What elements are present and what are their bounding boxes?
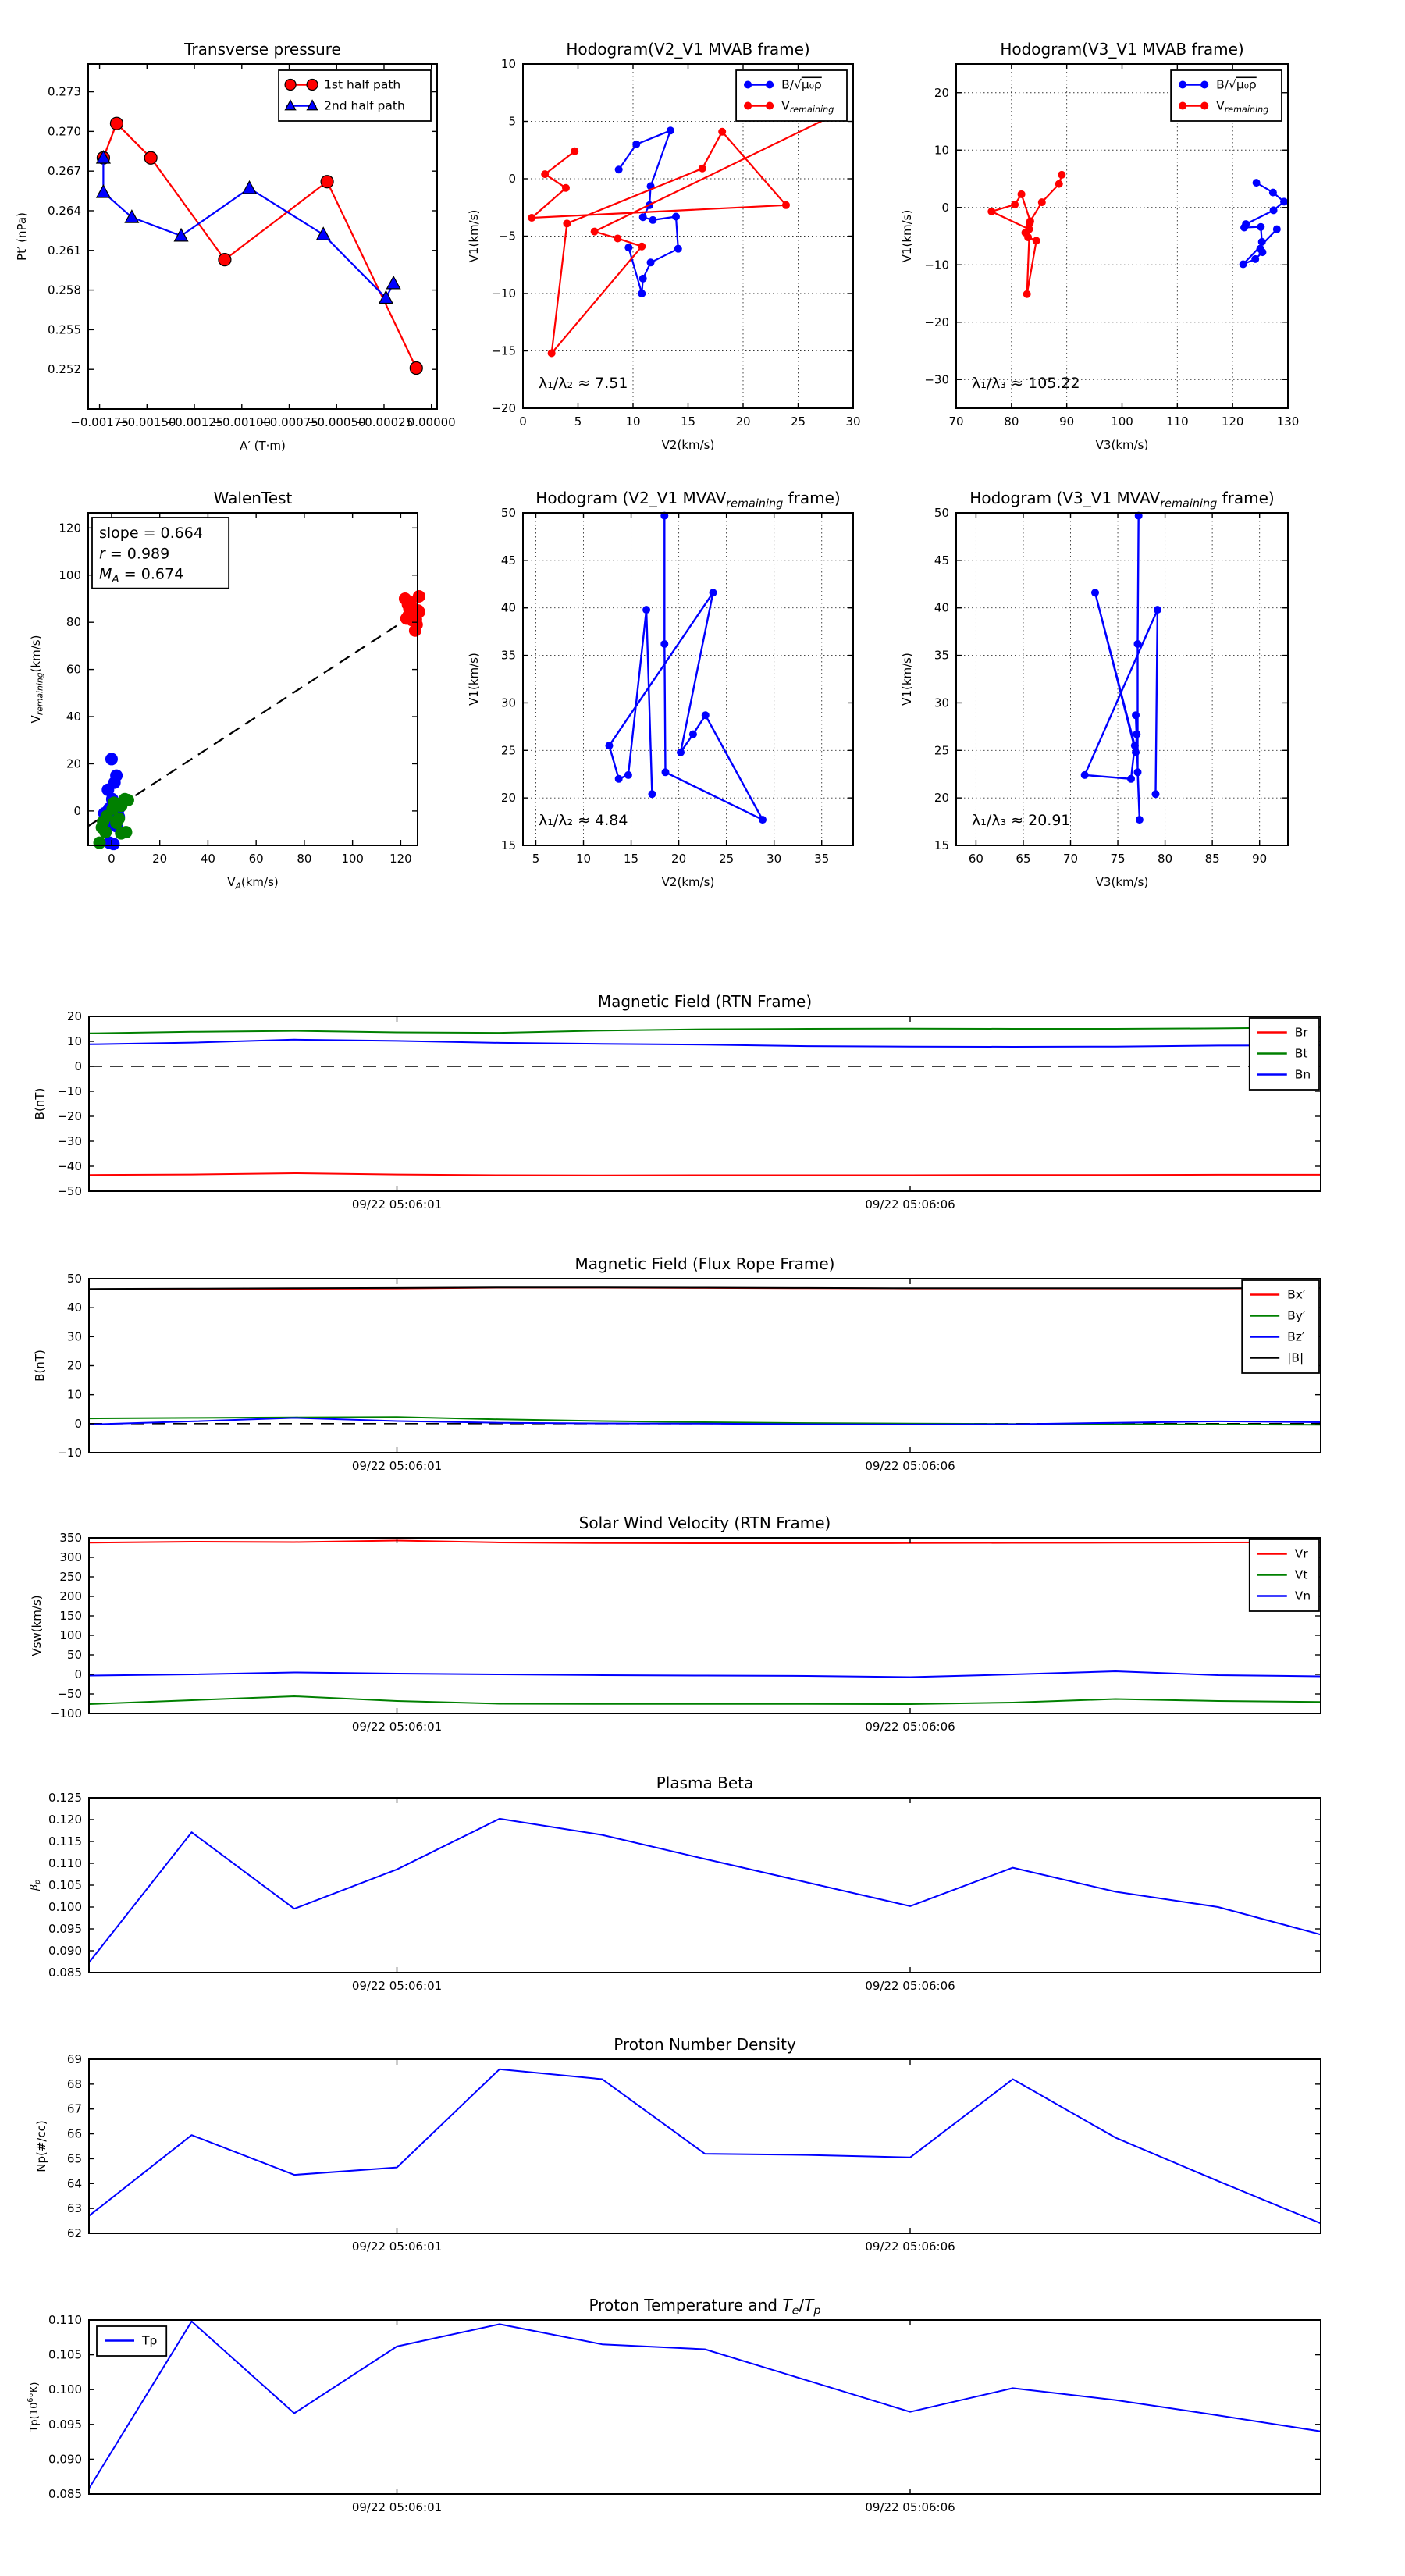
mag-rtn-y-label: B(nT)	[33, 1087, 47, 1120]
solar-wind-velocity-y-tick-label: 100	[59, 1628, 82, 1642]
hodogram-v2v1-mvab-title: Hodogram(V2_V1 MVAB frame)	[566, 40, 810, 59]
hodogram-v3v1-mvab-y-tick-label: −30	[924, 372, 949, 387]
hodogram-v2v1-mvab-y-tick-label: 5	[508, 114, 516, 129]
mag-rtn-legend-label: Br	[1294, 1025, 1308, 1040]
walen-test-y-tick-label: 80	[66, 615, 81, 630]
chart-transverse-pressure	[15, 40, 456, 453]
hodogram-v2v1-mvav-x-tick-label: 10	[575, 852, 592, 866]
hodogram-v3v1-mvab-y-tick-label: 0	[941, 200, 949, 215]
hodogram-v2v1-mvab-y-tick-label: −15	[491, 343, 516, 358]
walen-test-cluster-red	[399, 590, 425, 637]
svg-text:r = 0.989: r = 0.989	[99, 545, 170, 563]
solar-wind-velocity-y-tick-label: 300	[59, 1550, 82, 1564]
plasma-beta-y-tick-label: 0.090	[48, 1944, 82, 1958]
mag-rtn-legend-label: Bt	[1294, 1046, 1308, 1061]
chart-hodogram-v3v1-mvab	[900, 40, 1299, 452]
mag-flux-rope-y-tick-label: −10	[57, 1446, 82, 1460]
hodogram-v2v1-mvav-y-tick-label: 40	[500, 600, 516, 615]
solar-wind-velocity-y-tick-label: −100	[49, 1706, 82, 1720]
mag-flux-rope-y-tick-label: 30	[66, 1329, 82, 1344]
proton-number-density-y-tick-label: 69	[66, 2052, 82, 2066]
hodogram-v2v1-mvav-y-tick-label: 20	[500, 791, 516, 806]
transverse-pressure-x-label: A′ (T·m)	[240, 439, 286, 453]
plasma-beta-y-tick-label: 0.105	[48, 1878, 82, 1892]
transverse-pressure-x-tick-label: −0.00025	[354, 415, 414, 429]
hodogram-v3v1-mvab-x-tick-label: 90	[1059, 415, 1075, 429]
mag-flux-rope-y-tick-label: 50	[66, 1272, 82, 1286]
hodogram-v2v1-mvab-x-tick-label: 20	[735, 415, 751, 429]
hodogram-v3v1-mvav-y-tick-label: 45	[934, 553, 949, 568]
svg-text:slope = 0.664: slope = 0.664	[99, 525, 203, 543]
hodogram-v2v1-mvav-series-v	[605, 512, 767, 824]
mag-rtn-series-bt	[89, 1027, 1321, 1034]
mag-rtn-legend-label: Bn	[1294, 1067, 1311, 1082]
hodogram-v2v1-mvab-x-tick-label: 5	[574, 415, 582, 429]
solar-wind-velocity-legend-label: Vr	[1294, 1546, 1308, 1561]
hodogram-v3v1-mvav-y-tick-label: 50	[934, 506, 949, 520]
proton-number-density-series-np	[89, 2069, 1321, 2224]
svg-text:λ₁/λ₂ ≈ 7.51: λ₁/λ₂ ≈ 7.51	[539, 375, 628, 392]
hodogram-v3v1-mvav-annotation	[972, 812, 1071, 829]
hodogram-v2v1-mvab-x-tick-label: 30	[845, 415, 861, 429]
svg-text:λ₁/λ₃ ≈ 20.91: λ₁/λ₃ ≈ 20.91	[972, 812, 1071, 829]
walen-test-y-tick-label: 100	[59, 568, 81, 582]
hodogram-v3v1-mvav-x-tick-label: 60	[968, 852, 984, 866]
proton-temperature-x-tick-label: 09/22 05:06:01	[351, 2500, 443, 2514]
chart-mag-flux-rope	[33, 1254, 1321, 1473]
hodogram-v3v1-mvav-y-tick-label: 15	[934, 838, 949, 852]
hodogram-v3v1-mvab-x-tick-label: 80	[1004, 415, 1019, 429]
solar-wind-velocity-y-tick-label: 150	[59, 1609, 82, 1623]
hodogram-v2v1-mvav-annotation	[539, 812, 628, 829]
mag-flux-rope-y-tick-label: 10	[66, 1387, 82, 1402]
hodogram-v3v1-mvav-y-tick-label: 30	[934, 696, 949, 710]
hodogram-v2v1-mvab-legend-label: $V_{remaining}$	[781, 98, 834, 115]
walen-test-x-tick-label: 120	[389, 852, 412, 866]
mag-flux-rope-legend-label: Bx′	[1287, 1287, 1306, 1302]
transverse-pressure-y-tick-label: 0.255	[48, 322, 81, 337]
proton-number-density-x-tick-label: 09/22 05:06:01	[351, 2240, 443, 2254]
solar-wind-velocity-title: Solar Wind Velocity (RTN Frame)	[578, 1514, 831, 1532]
hodogram-v2v1-mvab-x-label: V2(km/s)	[661, 438, 715, 452]
hodogram-v3v1-mvab-x-tick-label: 100	[1111, 415, 1133, 429]
svg-text:λ₁/λ₃ ≈ 105.22: λ₁/λ₃ ≈ 105.22	[972, 375, 1080, 392]
hodogram-v2v1-mvav-x-tick-label: 25	[719, 852, 735, 866]
hodogram-v2v1-mvab-x-tick-label: 15	[680, 415, 696, 429]
chart-proton-number-density	[34, 2035, 1321, 2254]
solar-wind-velocity-y-tick-label: 200	[59, 1589, 82, 1603]
hodogram-v2v1-mvav-y-tick-label: 45	[500, 553, 516, 568]
mag-rtn-y-tick-label: −30	[57, 1134, 82, 1148]
transverse-pressure-x-tick-label: 0.00000	[407, 415, 456, 429]
hodogram-v3v1-mvav-y-label: V1(km/s)	[900, 653, 914, 706]
solar-wind-velocity-y-tick-label: −50	[57, 1687, 82, 1701]
proton-number-density-y-label: Np(#/cc)	[34, 2120, 48, 2172]
hodogram-v2v1-mvav-x-tick-label: 20	[671, 852, 687, 866]
solar-wind-velocity-series-vt	[89, 1696, 1321, 1704]
transverse-pressure-x-tick-label: −0.00100	[212, 415, 272, 429]
walen-test-x-tick-label: 60	[248, 852, 264, 866]
hodogram-v2v1-mvav-y-tick-label: 25	[500, 743, 516, 758]
hodogram-v3v1-mvav-x-tick-label: 75	[1110, 852, 1126, 866]
hodogram-v3v1-mvab-y-tick-label: 10	[934, 143, 949, 158]
plasma-beta-y-tick-label: 0.110	[48, 1856, 82, 1870]
transverse-pressure-legend-label: 2nd half path	[324, 98, 405, 113]
mag-rtn-y-tick-label: −10	[57, 1084, 82, 1098]
proton-temperature-y-tick-label: 0.100	[48, 2382, 82, 2397]
mag-flux-rope-x-tick-label: 09/22 05:06:06	[865, 1459, 955, 1473]
svg-text:λ₁/λ₂ ≈ 4.84: λ₁/λ₂ ≈ 4.84	[539, 812, 628, 829]
solar-wind-velocity-legend	[1250, 1539, 1319, 1611]
transverse-pressure-x-tick-label: −0.00125	[165, 415, 224, 429]
mag-flux-rope-legend-label: |B|	[1287, 1350, 1304, 1365]
mag-rtn-y-tick-label: −50	[57, 1184, 82, 1198]
proton-temperature-legend	[97, 2326, 166, 2356]
plasma-beta-y-label: $\beta_p$	[29, 1879, 42, 1891]
hodogram-v2v1-mvav-x-label: V2(km/s)	[661, 875, 715, 889]
hodogram-v2v1-mvav-title: Hodogram (V2_V1 $MVAV_{remaining}$ frame)	[535, 489, 841, 511]
transverse-pressure-x-tick-label: −0.00175	[70, 415, 129, 429]
proton-number-density-y-tick-label: 67	[66, 2101, 82, 2116]
hodogram-v3v1-mvab-series-v-remaining	[987, 171, 1065, 298]
hodogram-v2v1-mvab-y-label: V1(km/s)	[467, 209, 481, 263]
hodogram-v3v1-mvav-x-tick-label: 85	[1204, 852, 1220, 866]
hodogram-v3v1-mvav-y-tick-label: 40	[934, 600, 949, 615]
mag-rtn-title: Magnetic Field (RTN Frame)	[597, 992, 813, 1011]
transverse-pressure-y-tick-label: 0.270	[48, 124, 81, 139]
transverse-pressure-y-tick-label: 0.252	[48, 362, 81, 377]
hodogram-v2v1-mvab-y-tick-label: −5	[498, 229, 516, 244]
walen-test-y-tick-label: 40	[66, 710, 81, 724]
mag-flux-rope-series-bz-	[89, 1418, 1321, 1425]
hodogram-v2v1-mvab-x-tick-label: 25	[790, 415, 806, 429]
walen-test-x-tick-label: 0	[108, 852, 116, 866]
chart-hodogram-v2v1-mvav	[467, 489, 853, 889]
solar-wind-velocity-y-tick-label: 50	[66, 1648, 82, 1662]
hodogram-v3v1-mvab-y-tick-label: −10	[924, 258, 949, 272]
proton-number-density-y-tick-label: 64	[66, 2176, 82, 2191]
transverse-pressure-y-tick-label: 0.264	[48, 203, 81, 218]
plasma-beta-y-tick-label: 0.125	[48, 1791, 82, 1805]
solar-wind-velocity-series-vr	[89, 1541, 1321, 1544]
hodogram-v2v1-mvav-y-tick-label: 15	[500, 838, 516, 852]
hodogram-v3v1-mvav-title: Hodogram (V3_V1 $MVAV_{remaining}$ frame)	[969, 489, 1275, 511]
chart-plasma-beta	[29, 1774, 1321, 1993]
hodogram-v2v1-mvab-series-v-remaining	[528, 109, 844, 358]
hodogram-v3v1-mvab-legend-label: B/√μ₀ρ	[1216, 77, 1257, 92]
walen-test-annotation	[92, 518, 229, 589]
plasma-beta-series-beta	[89, 1819, 1321, 1962]
hodogram-v3v1-mvav-x-tick-label: 70	[1062, 852, 1079, 866]
chart-mag-rtn	[33, 992, 1321, 1212]
hodogram-v2v1-mvav-y-tick-label: 30	[500, 696, 516, 710]
proton-temperature-y-tick-label: 0.105	[48, 2347, 82, 2362]
mag-flux-rope-y-tick-label: 40	[66, 1300, 82, 1315]
hodogram-v2v1-mvab-y-tick-label: 0	[508, 172, 516, 186]
hodogram-v2v1-mvab-y-tick-label: 10	[500, 57, 516, 71]
mag-flux-rope-x-tick-label: 09/22 05:06:01	[351, 1459, 443, 1473]
hodogram-v3v1-mvab-x-label: V3(km/s)	[1095, 438, 1149, 452]
mag-rtn-x-tick-label: 09/22 05:06:01	[351, 1197, 443, 1212]
hodogram-v2v1-mvab-x-tick-label: 10	[625, 415, 641, 429]
proton-temperature-y-tick-label: 0.110	[48, 2313, 82, 2327]
plasma-beta-x-tick-label: 09/22 05:06:01	[351, 1979, 443, 1993]
hodogram-v2v1-mvav-y-tick-label: 35	[500, 648, 516, 663]
transverse-pressure-x-tick-label: −0.00075	[260, 415, 318, 429]
walen-test-y-tick-label: 20	[66, 756, 81, 771]
transverse-pressure-series-2nd-half-path	[97, 151, 400, 303]
chart-hodogram-v3v1-mvav	[900, 489, 1288, 889]
hodogram-v3v1-mvab-annotation	[972, 375, 1080, 392]
walen-test-x-tick-label: 20	[152, 852, 168, 866]
solar-wind-velocity-y-tick-label: 350	[59, 1531, 82, 1545]
mag-rtn-legend	[1250, 1018, 1319, 1090]
hodogram-v2v1-mvav-y-label: V1(km/s)	[467, 653, 481, 706]
proton-number-density-y-tick-label: 62	[66, 2226, 82, 2240]
proton-temperature-x-tick-label: 09/22 05:06:06	[865, 2500, 955, 2514]
walen-test-x-tick-label: 80	[297, 852, 312, 866]
plasma-beta-y-tick-label: 0.085	[48, 1966, 82, 1980]
transverse-pressure-y-label: Pt′ (nPa)	[15, 212, 29, 261]
walen-test-y-label: $V_{remaining}(km/s)$	[29, 635, 45, 724]
mag-rtn-series-bn	[89, 1040, 1321, 1047]
mag-rtn-y-tick-label: −20	[57, 1109, 82, 1123]
plasma-beta-y-tick-label: 0.095	[48, 1922, 82, 1936]
hodogram-v2v1-mvab-y-tick-label: −20	[491, 401, 516, 415]
proton-temperature-y-tick-label: 0.095	[48, 2417, 82, 2432]
proton-temperature-y-label: $Tp(10^6^\circ K)$	[27, 2382, 41, 2432]
proton-number-density-y-tick-label: 65	[66, 2151, 82, 2166]
hodogram-v2v1-mvav-x-tick-label: 30	[767, 852, 782, 866]
mag-flux-rope-y-tick-label: 0	[74, 1416, 82, 1431]
transverse-pressure-y-tick-label: 0.258	[48, 283, 81, 297]
proton-number-density-y-tick-label: 63	[66, 2201, 82, 2216]
hodogram-v3v1-mvav-x-tick-label: 80	[1158, 852, 1173, 866]
hodogram-v3v1-mvab-title: Hodogram(V3_V1 MVAB frame)	[1000, 40, 1244, 59]
mag-flux-rope-y-label: B(nT)	[33, 1350, 47, 1382]
transverse-pressure-x-tick-label: −0.00050	[307, 415, 366, 429]
mag-rtn-x-tick-label: 09/22 05:06:06	[865, 1197, 955, 1212]
mag-flux-rope-legend-label: Bz′	[1287, 1329, 1305, 1344]
mag-rtn-y-tick-label: 0	[74, 1059, 82, 1073]
hodogram-v3v1-mvav-y-tick-label: 35	[934, 648, 949, 663]
proton-number-density-y-tick-label: 68	[66, 2076, 82, 2091]
plasma-beta-y-tick-label: 0.120	[48, 1813, 82, 1827]
hodogram-v3v1-mvab-y-tick-label: 20	[934, 85, 949, 100]
hodogram-v2v1-mvab-x-tick-label: 0	[519, 415, 527, 429]
hodogram-v3v1-mvav-x-label: V3(km/s)	[1095, 875, 1149, 889]
chart-proton-temperature	[27, 2296, 1321, 2514]
hodogram-v3v1-mvab-y-label: V1(km/s)	[900, 209, 914, 263]
walen-test-y-tick-label: 0	[73, 803, 81, 818]
hodogram-v3v1-mvab-series-b-sqrt-mu0-rho-	[1240, 179, 1288, 268]
transverse-pressure-y-tick-label: 0.267	[48, 164, 81, 179]
transverse-pressure-legend-label: 1st half path	[324, 77, 401, 92]
solar-wind-velocity-legend-label: Vn	[1294, 1589, 1311, 1603]
transverse-pressure-legend	[279, 70, 431, 121]
walen-test-title: WalenTest	[213, 489, 293, 507]
solar-wind-velocity-x-tick-label: 09/22 05:06:06	[865, 1720, 955, 1734]
hodogram-v3v1-mvab-legend	[1171, 70, 1282, 121]
chart-solar-wind-velocity	[30, 1514, 1321, 1734]
hodogram-v3v1-mvab-x-tick-label: 130	[1276, 415, 1300, 429]
walen-test-y-tick-label: 60	[66, 662, 81, 677]
mag-rtn-series-br	[89, 1173, 1321, 1176]
proton-temperature-y-tick-label: 0.085	[48, 2487, 82, 2501]
proton-number-density-title: Proton Number Density	[614, 2035, 796, 2054]
hodogram-v3v1-mvab-y-tick-label: −20	[924, 315, 949, 329]
hodogram-v2v1-mvav-y-tick-label: 50	[500, 506, 516, 520]
hodogram-v3v1-mvab-x-tick-label: 110	[1166, 415, 1189, 429]
hodogram-v3v1-mvab-legend-label: $V_{remaining}$	[1216, 98, 1269, 115]
walen-test-x-label: $V_A(km/s)$	[227, 875, 279, 891]
transverse-pressure-y-tick-label: 0.261	[48, 243, 81, 258]
hodogram-v3v1-mvab-x-tick-label: 70	[948, 415, 964, 429]
solar-wind-velocity-y-label: Vsw(km/s)	[30, 1595, 44, 1656]
transverse-pressure-y-tick-label: 0.273	[48, 84, 81, 99]
hodogram-v3v1-mvav-x-tick-label: 65	[1016, 852, 1031, 866]
proton-temperature-title: Proton Temperature and $T_e/T_p$	[589, 2296, 821, 2318]
plasma-beta-y-tick-label: 0.115	[48, 1834, 82, 1848]
hodogram-v2v1-mvav-x-tick-label: 5	[532, 852, 540, 866]
transverse-pressure-x-tick-label: −0.00150	[118, 415, 176, 429]
hodogram-v3v1-mvab-x-tick-label: 120	[1221, 415, 1244, 429]
proton-number-density-x-tick-label: 09/22 05:06:06	[865, 2240, 955, 2254]
hodogram-v3v1-mvav-y-tick-label: 20	[934, 791, 949, 806]
hodogram-v2v1-mvab-annotation	[539, 375, 628, 392]
hodogram-v3v1-mvav-x-tick-label: 90	[1252, 852, 1268, 866]
mag-flux-rope-legend	[1242, 1280, 1319, 1373]
mag-flux-rope-y-tick-label: 20	[66, 1358, 82, 1373]
solar-wind-velocity-y-tick-label: 0	[74, 1667, 82, 1681]
solar-wind-velocity-x-tick-label: 09/22 05:06:01	[351, 1720, 443, 1734]
chart-hodogram-v2v1-mvab	[467, 40, 861, 452]
proton-number-density-y-tick-label: 66	[66, 2126, 82, 2141]
hodogram-v2v1-mvab-legend	[736, 70, 847, 121]
mag-rtn-y-tick-label: −40	[57, 1159, 82, 1173]
walen-test-y-tick-label: 120	[59, 521, 81, 535]
hodogram-v3v1-mvav-series-v	[1081, 512, 1161, 824]
svg-text:MA = 0.674: $M_A = 0.674$	[99, 565, 184, 585]
hodogram-v2v1-mvab-legend-label: B/√μ₀ρ	[781, 77, 822, 92]
solar-wind-velocity-y-tick-label: 250	[59, 1570, 82, 1584]
transverse-pressure-title: Transverse pressure	[184, 40, 341, 59]
mag-flux-rope-title: Magnetic Field (Flux Rope Frame)	[574, 1254, 835, 1273]
walen-test-x-tick-label: 40	[200, 852, 215, 866]
plasma-beta-x-tick-label: 09/22 05:06:06	[865, 1979, 955, 1993]
transverse-pressure-series-1st-half-path	[97, 117, 422, 374]
mag-flux-rope-legend-label: By′	[1287, 1308, 1306, 1323]
mag-rtn-y-tick-label: 10	[66, 1034, 82, 1048]
plasma-beta-y-tick-label: 0.100	[48, 1900, 82, 1914]
chart-walen-test	[29, 489, 425, 891]
proton-temperature-legend-label: Tp	[142, 2333, 158, 2348]
hodogram-v2v1-mvab-y-tick-label: −10	[491, 286, 516, 301]
proton-temperature-series-tp	[89, 2322, 1321, 2489]
hodogram-v2v1-mvav-x-tick-label: 15	[624, 852, 639, 866]
plasma-beta-title: Plasma Beta	[656, 1774, 754, 1792]
solar-wind-velocity-series-vn	[89, 1671, 1321, 1678]
mag-rtn-y-tick-label: 20	[66, 1009, 82, 1023]
solar-wind-velocity-legend-label: Vt	[1294, 1567, 1308, 1582]
hodogram-v3v1-mvav-y-tick-label: 25	[934, 743, 949, 758]
hodogram-v2v1-mvav-x-tick-label: 35	[814, 852, 830, 866]
walen-test-x-tick-label: 100	[341, 852, 364, 866]
proton-temperature-y-tick-label: 0.090	[48, 2452, 82, 2467]
